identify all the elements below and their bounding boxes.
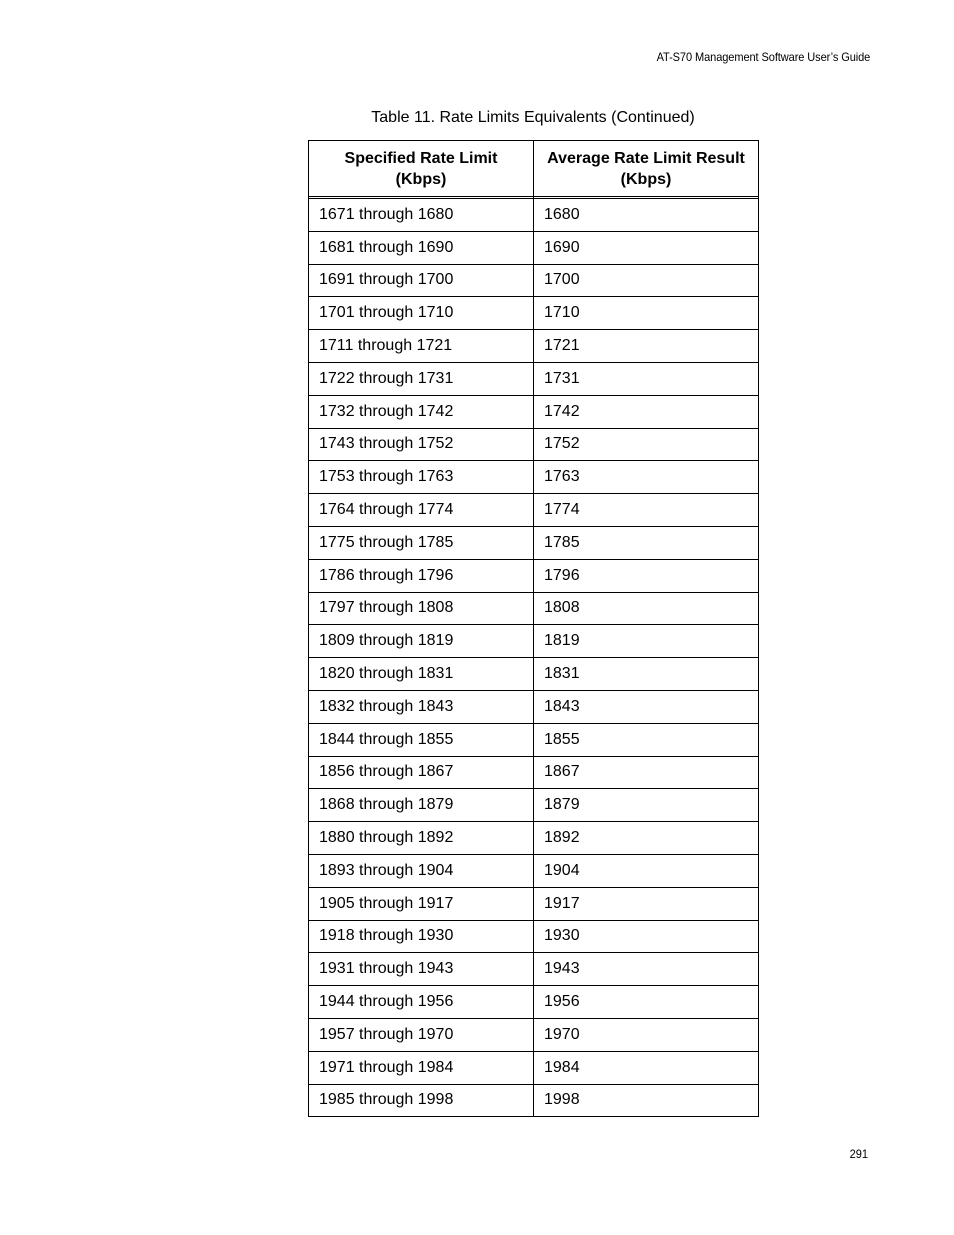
average-rate-cell: 1742 xyxy=(534,395,759,428)
table-row xyxy=(309,362,759,395)
average-rate-cell: 1917 xyxy=(534,887,759,920)
average-rate-cell: 1998 xyxy=(534,1084,759,1117)
table-row xyxy=(309,494,759,527)
specified-rate-cell: 1905 through 1917 xyxy=(309,887,534,920)
table-header-row xyxy=(309,141,759,197)
average-rate-cell: 1700 xyxy=(534,264,759,297)
specified-rate-cell: 1931 through 1943 xyxy=(309,953,534,986)
specified-rate-cell: 1985 through 1998 xyxy=(309,1084,534,1117)
table-row xyxy=(309,756,759,789)
table-row xyxy=(309,658,759,691)
table-row xyxy=(309,592,759,625)
specified-rate-cell: 1856 through 1867 xyxy=(309,756,534,789)
average-rate-cell: 1690 xyxy=(534,231,759,264)
average-rate-cell: 1831 xyxy=(534,658,759,691)
average-rate-cell: 1710 xyxy=(534,297,759,330)
table-row xyxy=(309,723,759,756)
average-rate-cell: 1855 xyxy=(534,723,759,756)
specified-rate-cell: 1880 through 1892 xyxy=(309,822,534,855)
table-row xyxy=(309,461,759,494)
specified-rate-cell: 1868 through 1879 xyxy=(309,789,534,822)
table-row xyxy=(309,395,759,428)
specified-rate-cell: 1701 through 1710 xyxy=(309,297,534,330)
table-row xyxy=(309,1018,759,1051)
column-header-average-rate: Average Rate Limit Result (Kbps) xyxy=(534,141,759,197)
specified-rate-cell: 1691 through 1700 xyxy=(309,264,534,297)
average-rate-cell: 1819 xyxy=(534,625,759,658)
table-row xyxy=(309,526,759,559)
average-rate-cell: 1879 xyxy=(534,789,759,822)
average-rate-cell: 1984 xyxy=(534,1051,759,1084)
specified-rate-cell: 1971 through 1984 xyxy=(309,1051,534,1084)
table-row xyxy=(309,264,759,297)
table-row xyxy=(309,1084,759,1117)
table-row xyxy=(309,953,759,986)
specified-rate-cell: 1732 through 1742 xyxy=(309,395,534,428)
table-row xyxy=(309,854,759,887)
specified-rate-cell: 1743 through 1752 xyxy=(309,428,534,461)
average-rate-cell: 1731 xyxy=(534,362,759,395)
average-rate-cell: 1843 xyxy=(534,690,759,723)
table-row xyxy=(309,822,759,855)
average-rate-cell: 1892 xyxy=(534,822,759,855)
average-rate-cell: 1867 xyxy=(534,756,759,789)
average-rate-cell: 1680 xyxy=(534,199,759,232)
specified-rate-cell: 1681 through 1690 xyxy=(309,231,534,264)
specified-rate-cell: 1820 through 1831 xyxy=(309,658,534,691)
running-header: AT-S70 Management Software User’s Guide xyxy=(656,50,870,64)
average-rate-cell: 1943 xyxy=(534,953,759,986)
specified-rate-cell: 1809 through 1819 xyxy=(309,625,534,658)
average-rate-cell: 1956 xyxy=(534,986,759,1019)
table-row xyxy=(309,920,759,953)
table-row xyxy=(309,625,759,658)
specified-rate-cell: 1944 through 1956 xyxy=(309,986,534,1019)
specified-rate-cell: 1753 through 1763 xyxy=(309,461,534,494)
table-row xyxy=(309,1051,759,1084)
rate-limits-table xyxy=(308,140,759,1117)
table-body xyxy=(309,197,759,1117)
average-rate-cell: 1752 xyxy=(534,428,759,461)
specified-rate-cell: 1893 through 1904 xyxy=(309,854,534,887)
table-row xyxy=(309,330,759,363)
average-rate-cell: 1930 xyxy=(534,920,759,953)
average-rate-cell: 1721 xyxy=(534,330,759,363)
average-rate-cell: 1796 xyxy=(534,559,759,592)
table-row xyxy=(309,231,759,264)
average-rate-cell: 1904 xyxy=(534,854,759,887)
specified-rate-cell: 1797 through 1808 xyxy=(309,592,534,625)
average-rate-cell: 1763 xyxy=(534,461,759,494)
table-row xyxy=(309,297,759,330)
page-number: 291 xyxy=(849,1147,868,1161)
specified-rate-cell: 1671 through 1680 xyxy=(309,199,534,232)
specified-rate-cell: 1844 through 1855 xyxy=(309,723,534,756)
specified-rate-cell: 1957 through 1970 xyxy=(309,1018,534,1051)
table-row xyxy=(309,559,759,592)
average-rate-cell: 1808 xyxy=(534,592,759,625)
table-row xyxy=(309,690,759,723)
table-row xyxy=(309,199,759,232)
average-rate-cell: 1774 xyxy=(534,494,759,527)
average-rate-cell: 1785 xyxy=(534,526,759,559)
specified-rate-cell: 1722 through 1731 xyxy=(309,362,534,395)
table-row xyxy=(309,428,759,461)
specified-rate-cell: 1711 through 1721 xyxy=(309,330,534,363)
specified-rate-cell: 1786 through 1796 xyxy=(309,559,534,592)
table-row xyxy=(309,986,759,1019)
average-rate-cell: 1970 xyxy=(534,1018,759,1051)
specified-rate-cell: 1918 through 1930 xyxy=(309,920,534,953)
specified-rate-cell: 1832 through 1843 xyxy=(309,690,534,723)
specified-rate-cell: 1764 through 1774 xyxy=(309,494,534,527)
table-caption: Table 11. Rate Limits Equivalents (Continued) xyxy=(371,109,695,126)
column-header-specified-rate: Specified Rate Limit (Kbps) xyxy=(309,141,534,197)
table-row xyxy=(309,887,759,920)
specified-rate-cell: 1775 through 1785 xyxy=(309,526,534,559)
table-row xyxy=(309,789,759,822)
